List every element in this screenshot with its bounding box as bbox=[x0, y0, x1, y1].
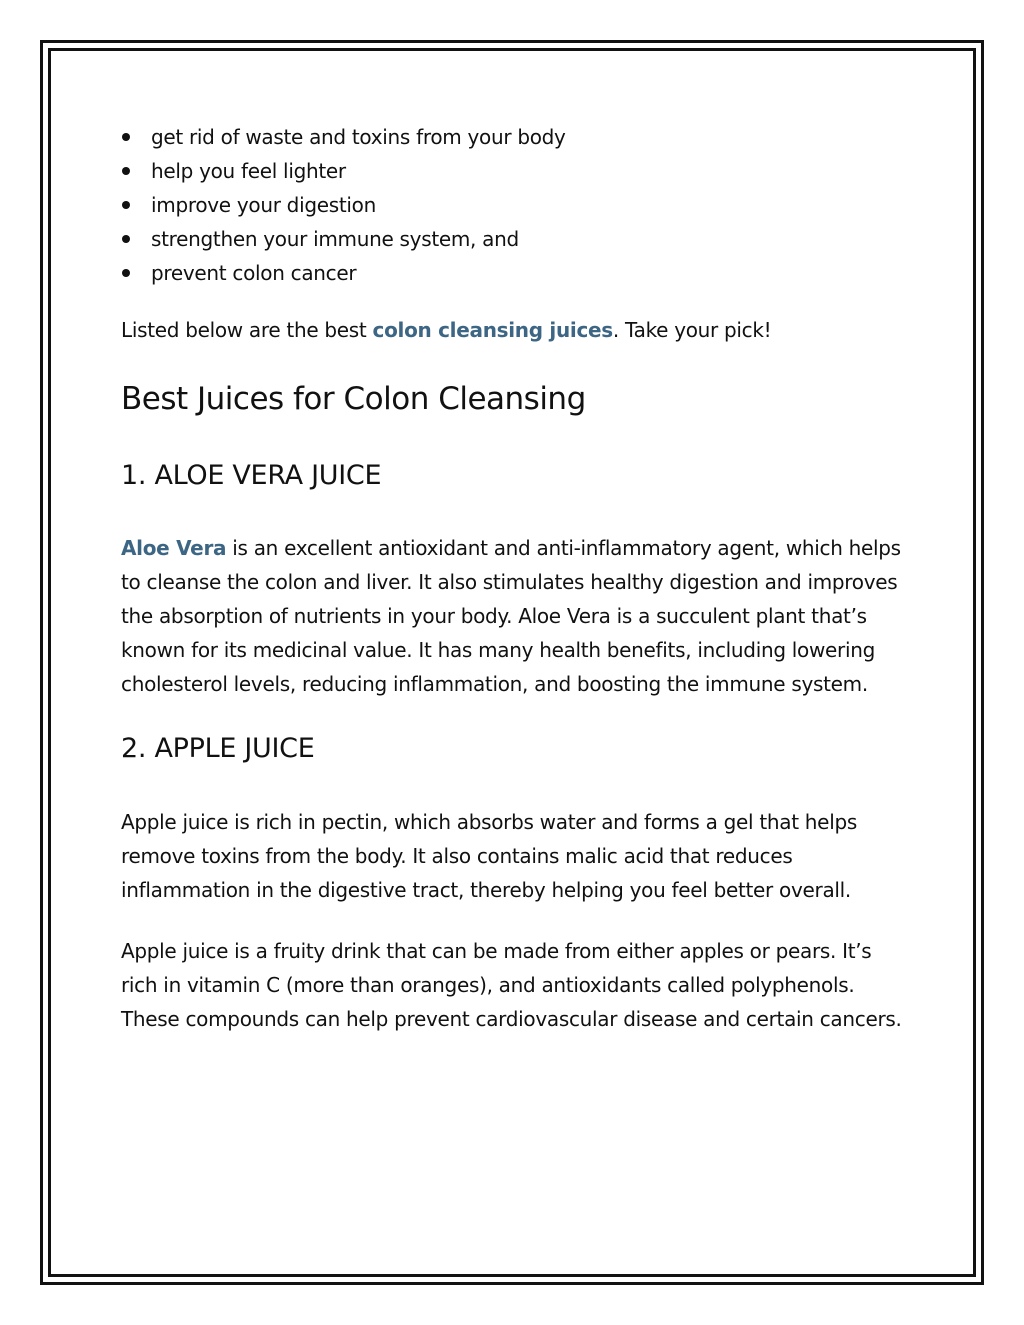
bullet-icon bbox=[122, 167, 130, 175]
list-item bbox=[121, 154, 911, 188]
bullet-icon bbox=[122, 133, 130, 141]
list-item-text: strengthen your immune system, and bbox=[151, 227, 519, 251]
bullet-icon bbox=[122, 235, 130, 243]
benefits-list bbox=[121, 120, 911, 290]
document-body bbox=[121, 120, 911, 1036]
list-item-text: help you feel lighter bbox=[151, 159, 346, 183]
list-item bbox=[121, 120, 911, 154]
list-item-text: improve your digestion bbox=[151, 193, 376, 217]
list-item bbox=[121, 188, 911, 222]
aloe-vera-paragraph bbox=[121, 531, 911, 701]
bullet-icon bbox=[122, 269, 130, 277]
bullet-icon bbox=[122, 201, 130, 209]
apple-juice-paragraph-1: Apple juice is rich in pectin, which absorbs water and forms a gel that helps remove toxins from the body. It also contains malic acid that reduces inflammation in the digestive tract, thereby helping you feel better overall. bbox=[121, 810, 857, 902]
intro-text-before: Listed below are the best bbox=[121, 318, 373, 342]
list-item-text: get rid of waste and toxins from your body bbox=[151, 125, 566, 149]
list-item bbox=[121, 222, 911, 256]
section-title: Best Juices for Colon Cleansing bbox=[121, 381, 586, 417]
list-item-text: prevent colon cancer bbox=[151, 261, 357, 285]
aloe-vera-heading: 1. ALOE VERA JUICE bbox=[121, 460, 382, 491]
list-item bbox=[121, 256, 911, 290]
colon-cleansing-juices-link[interactable]: colon cleansing juices bbox=[372, 318, 613, 342]
apple-juice-heading: 2. APPLE JUICE bbox=[121, 733, 315, 764]
intro-paragraph bbox=[121, 313, 911, 347]
intro-text-after: . Take your pick! bbox=[612, 318, 772, 342]
aloe-vera-text: is an excellent antioxidant and anti-inflammatory agent, which helps to cleanse the colon and liver. It also stimulates healthy digestion and improves the absorption of nutrients in your body. Aloe Vera is a succulent plant that’s known for its medicinal value. It has many health benefits, including lowering cholesterol levels, reducing inflammation, and boosting the immune system. bbox=[121, 536, 901, 696]
aloe-vera-link[interactable]: Aloe Vera bbox=[121, 536, 227, 560]
apple-juice-paragraph-2: Apple juice is a fruity drink that can be made from either apples or pears. It’s rich in vitamin C (more than oranges), and antioxidants called polyphenols. These compounds can help prevent cardiovascular disease and certain cancers. bbox=[121, 939, 902, 1031]
